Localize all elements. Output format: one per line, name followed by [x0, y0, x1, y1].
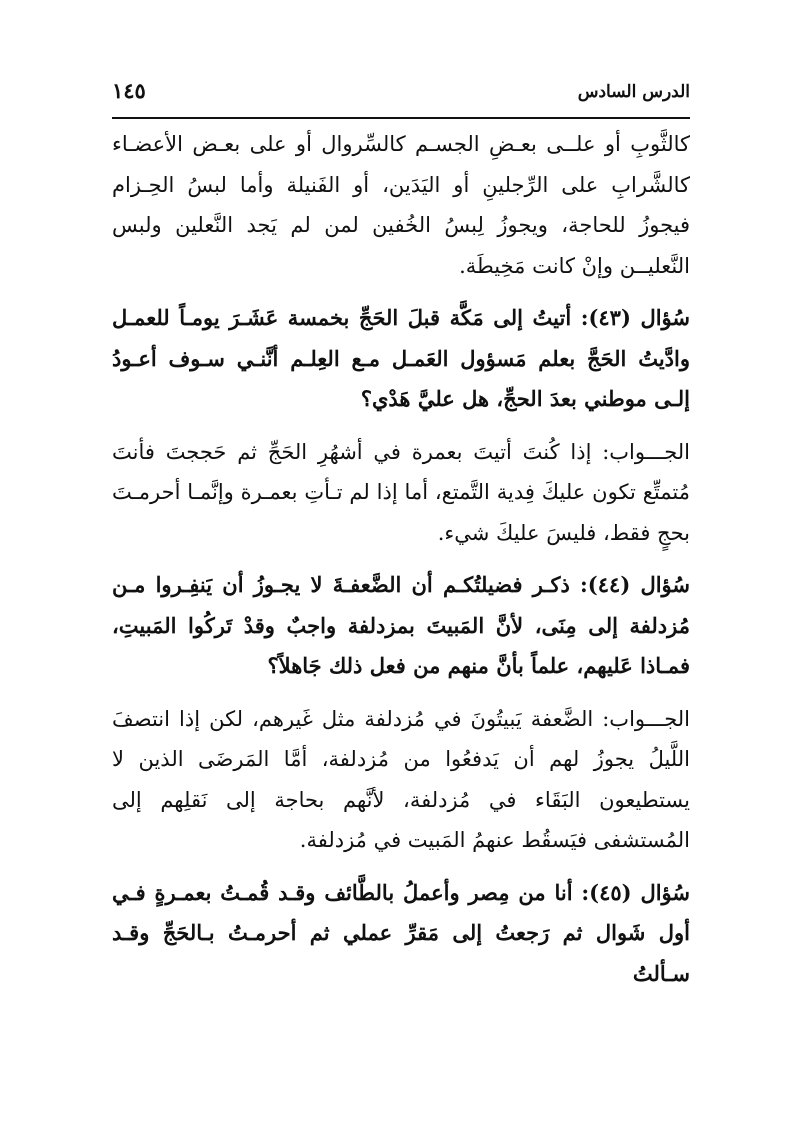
question-44: سُؤال (٤٤): ذكـر فضيلتُكـم أن الضَّعفـةَ لا يجـوزُ أن يَنفِـروا مـن مُزدلفة إلى مِنَى، لأنَّ المَبيتَ بمزدلفة واجبٌ وقدْ تَركُوا المَبيتِ، فمـاذا عَليهم، علماً بأنَّ منهم من فعل ذلك جَاهلاً؟ [112, 572, 690, 678]
page-header [112, 78, 690, 110]
question-45: سُؤال (٤٥): أنا من مِصر وأعملُ بالطَّائف وقـد قُمـتُ بعمـرةٍ فـي أول شَوال ثم رَجعتُ إلى مَقرِّ عملي ثم أحرمـتُ بـالحَجِّ وقـد سـألتُ [112, 879, 690, 986]
question-43: سُؤال (٤٣): أتيتُ إلى مَكَّة قبلَ الحَجِّ بخمسة عَشَـرَ يومـاً للعمـل وادَّيتُ الحَجَّ بعلم مَسؤول العَمـل مـع العِلـم أنَّنـي سـوف أعـودُ إلـى موطني بعدَ الحجِّ، هل عليَّ هَدْي؟ [112, 305, 690, 411]
running-title: الدرس السادس [577, 82, 690, 102]
page-number: ١٤٥ [112, 78, 146, 103]
answer-43: الجـــواب: إذا كُنتَ أتيتَ بعمرة في أشهُرِ الحَجِّ ثم حَججتَ فأنتَ مُتمتِّع تكون عليكَ فِدية التَّمتع، أما إذا لم تـأتِ بعمـرة وإنَّمـا أحرمـتَ بحجٍ فقط، فليسَ عليكَ شيء. [112, 439, 690, 545]
answer-44: الجـــواب: الضَّعفة يَبيتُونَ في مُزدلفة مثل غَيرهم، لكن إذا انتصفَ اللَّيلُ يجوزُ لهم أن يَدفعُوا من مُزدلفة، أمَّا المَرضَى الذين لا يستطيعون البَقَاء في مُزدلفة، لأنَّهم بحاجة إلى نَقلِهم إلى المُستشفى فيَسقُط عنهمُ المَبيت في مُزدلفة. [112, 706, 690, 852]
page-body [112, 124, 690, 994]
paragraph-clothing: كالثَّوبِ أو علــى بعـضِ الجسـم كالسِّروال أو على بعـض الأعضـاء كالشَّرابِ على الرِّجلينِ أو اليَدَين، أو الفَنيلة وأما لبسُ الحِـزام فيجوزُ للحاجة، ويجوزُ لِبسُ الخُفين لمن لم يَجد النَّعلين ولبس النَّعليــن وإنْ كانت مَخِيطَة. [112, 132, 690, 278]
header-rule [112, 117, 690, 119]
